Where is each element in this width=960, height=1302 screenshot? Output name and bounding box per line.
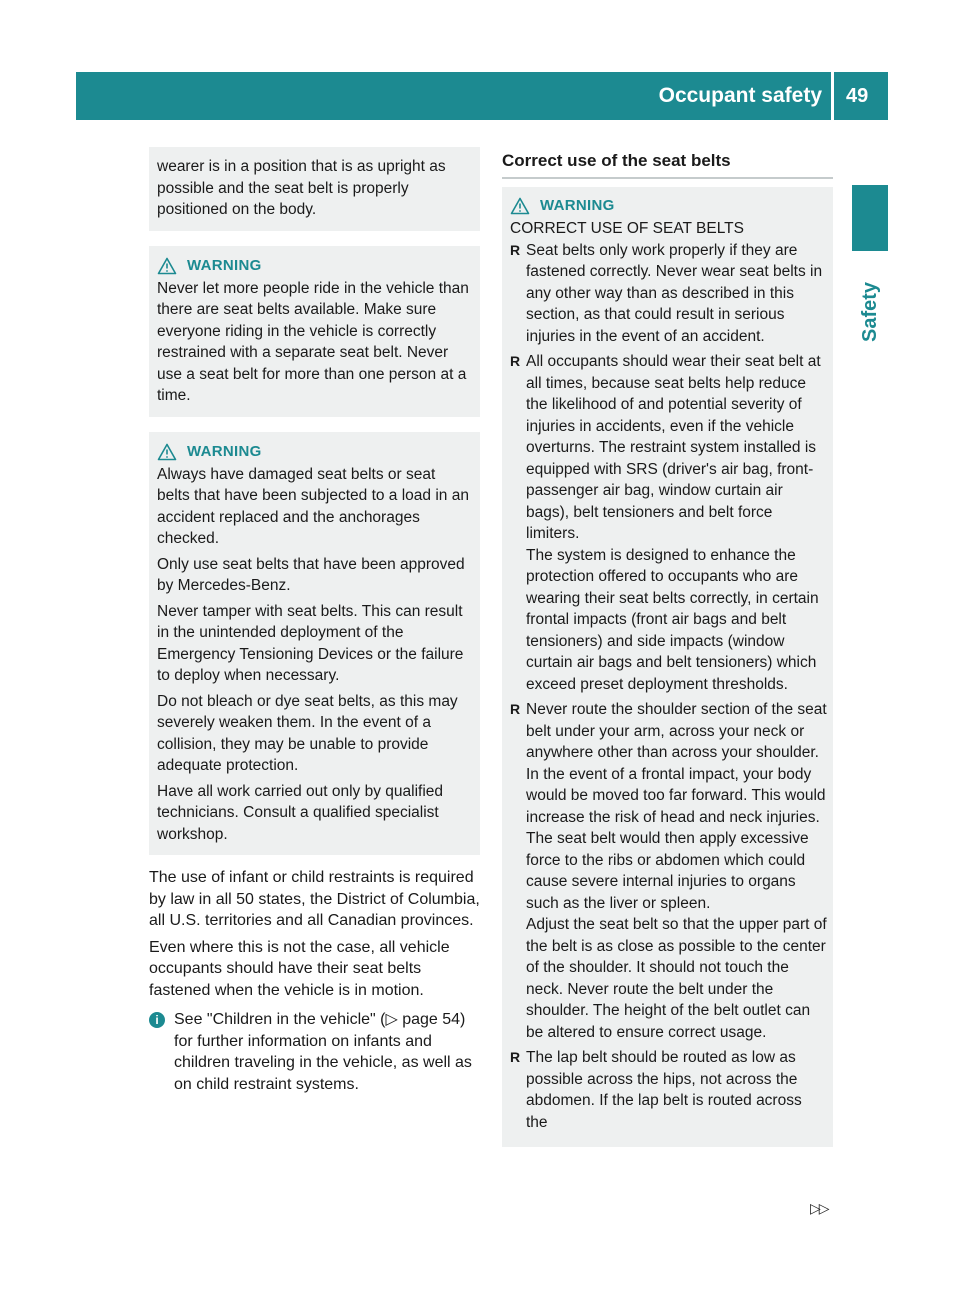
warning-heading	[510, 195, 827, 217]
header-divider	[831, 72, 834, 120]
page-number: 49	[846, 85, 869, 107]
right-column	[502, 150, 833, 1147]
bullet-marker: R	[510, 241, 521, 258]
continued-arrow-icon: ▷▷	[810, 1200, 828, 1216]
warning-paragraph: Never tamper with seat belts. This can result in the unintended deployment of the Emergency Tensioning Devices or the failure to deploy when necessary.	[157, 602, 464, 684]
warning-label: WARNING	[187, 442, 262, 460]
warning-paragraph: Only use seat belts that have been approved by Mercedes-Benz.	[157, 555, 465, 594]
bullet-marker: R	[510, 701, 521, 717]
page-title: Occupant safety	[658, 84, 822, 107]
warning-heading	[157, 441, 472, 463]
section-label: Safety	[859, 281, 881, 342]
bullet-marker: R	[510, 1049, 521, 1065]
section-heading: Correct use of the seat belts	[502, 150, 833, 179]
info-circle-icon: i	[149, 1012, 165, 1028]
warning-label: WARNING	[540, 197, 615, 215]
list-item	[510, 699, 827, 1043]
warning-heading	[157, 255, 472, 277]
warning-paragraph: Do not bleach or dye seat belts, as this may severely weaken them. In the event of a collision, they may be unable to provide adequate protection.	[157, 692, 458, 774]
section-tab	[852, 185, 888, 251]
warning-box-damaged-belts	[149, 432, 480, 856]
list-item	[510, 1047, 827, 1133]
warning-paragraph: Have all work carried out only by qualified technicians. Consult a qualified specialist workshop.	[157, 782, 444, 843]
bullet-list	[510, 240, 827, 1134]
bullet-marker: R	[510, 353, 521, 369]
warning-text: Never let more people ride in the vehicle than there are seat belts available. Make sure everyone riding in the vehicle is correctly restrained with a separate seat belt. Never use a seat belt for more than one person at a time.	[157, 279, 469, 404]
warning-box-correct-use	[502, 187, 833, 1147]
list-item-text: Never route the shoulder section of the seat belt under your arm, across your neck or anywhere other than across your shoulder. In the event of a frontal impact, your body would be moved too far forward. This would increase the risk of head and neck injuries. The seat belt would then apply excessive force to the ribs or abdomen which could cause severe internal injuries to organs such as the liver or spleen.	[526, 701, 827, 912]
continued-warning-box	[149, 147, 480, 231]
list-item	[510, 351, 827, 695]
warning-triangle-icon	[157, 257, 179, 275]
list-item-text: All occupants should wear their seat belt at all times, because seat belts help reduce the likelihood of and potential severity of injuries in accidents, even if the vehicle overturns. The restraint system installed is equipped with SRS (driver's air bag, front-passenger air bag, window curtain air bags), belt tensioners and belt force limiters.	[526, 353, 821, 542]
list-item-text: Seat belts only work properly if they are fastened correctly. Never wear seat belts in any other way than as described in this section, as that could result in serious injuries in the event of an accident.	[526, 241, 823, 345]
warning-label: WARNING	[187, 256, 262, 274]
left-column	[149, 147, 480, 1095]
list-item-extra: Adjust the seat belt so that the upper part of the belt is as close as possible to the center of the shoulder. It should not touch the neck. Never route the belt under the shoulder. The height of the belt outlet can be altered to ensure correct usage.	[526, 916, 827, 1041]
body-paragraph: Even where this is not the case, all vehicle occupants should have their seat belts fastened when the vehicle is in motion.	[149, 938, 450, 999]
continued-text: wearer is in a position that is as upright as possible and the seat belt is properly positioned on the body.	[157, 158, 446, 218]
warning-triangle-icon	[157, 443, 179, 461]
list-item-text: The lap belt should be routed as low as possible across the hips, not across the abdomen. If the lap belt is routed across the	[526, 1049, 802, 1131]
list-item-extra: The system is designed to enhance the protection offered to occupants who are wearing their seat belts correctly, in certain frontal impacts (front air bags and belt tensioners) and side impacts (window curtain air bags and belt tensioners) which exceed preset deployment thresholds.	[526, 546, 819, 693]
info-text: See "Children in the vehicle" (▷ page 54) for further information on infants and children traveling in the vehicle, as well as on child restraint systems.	[174, 1011, 472, 1093]
warning-subheading: CORRECT USE OF SEAT BELTS	[510, 220, 744, 237]
info-note	[149, 1009, 480, 1095]
warning-triangle-icon	[510, 197, 532, 215]
warning-box-seat-count	[149, 246, 480, 417]
warning-paragraph: Always have damaged seat belts or seat belts that have been subjected to a load in an accident replaced and the anchorages checked.	[157, 465, 469, 547]
body-paragraph: The use of infant or child restraints is required by law in all 50 states, the District of Columbia, all U.S. territories and all Canadian provinces.	[149, 869, 480, 929]
list-item	[510, 240, 827, 348]
